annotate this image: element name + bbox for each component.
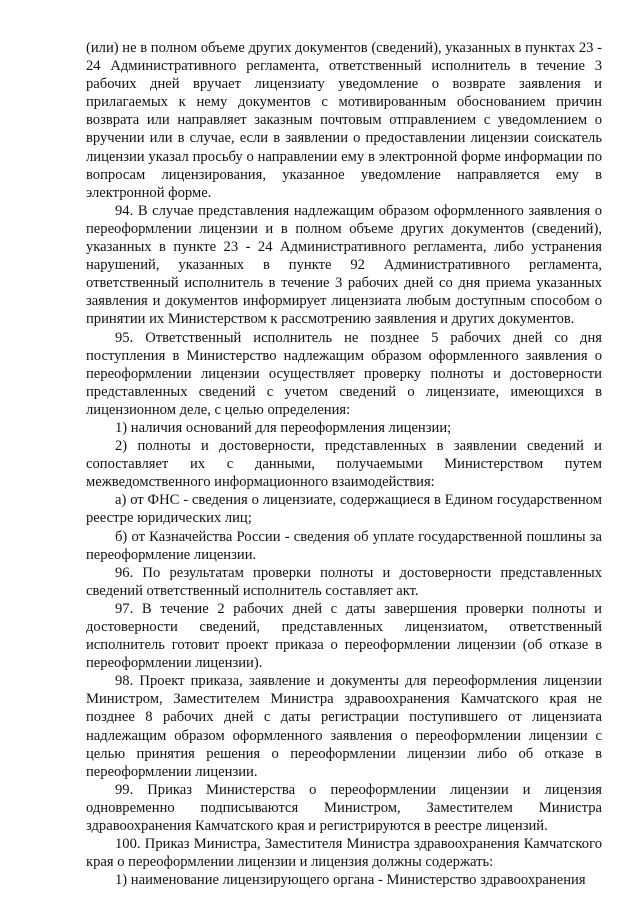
paragraph-95-item-1: 1) наличия оснований для переоформления лицензии;	[115, 419, 452, 436]
paragraph-95-item-a: а) от ФНС - сведения о лицензиате, содержащиеся в Едином государственном реестре юридических лиц;	[86, 492, 602, 527]
paragraph-94: 94. В случае представления надлежащим образом оформленного заявления о переоформлении лицензии и в полном объеме других документов (сведений), указанных в пункте 23 - 24 Административного регламента, либо устранения нарушений, указанных в пункте 92 Административного регламента, ответственный исполнитель в течение 3 рабочих дней со дня приема указанных заявления и документов информирует лицензиата любым доступным способом о принятии их Министерством к рассмотрению заявления и других документов.	[86, 202, 602, 328]
paragraph-continuation: (или) не в полном объеме других документов (сведений), указанных в пунктах 23 - 24 Административного регламента, ответственный исполнитель в течение 3 рабочих дней вручает лицензиату уведомление о возврате заявления и прилагаемых к нему документов с мотивированным обоснованием причин возврата или направляет заказным почтовым отправлением с уведомлением о вручении или в случае, если в заявлении о предоставлении лицензии соискатель лицензии указал просьбу о направлении ему в электронной форме информации по вопросам лицензирования, указанное уведомление направляется ему в электронной форме.	[86, 40, 602, 201]
paragraph-100-item-1: 1) наименование лицензирующего органа - Министерство здравоохранения	[115, 872, 586, 889]
paragraph-97: 97. В течение 2 рабочих дней с даты завершения проверки полноты и достоверности сведений, представленных лицензиатом, ответственный исполнитель готовит проект приказа о переоформлении лицензии (об отказе в переоформлении лицензии).	[86, 600, 602, 672]
paragraph-100: 100. Приказ Министра, Заместителя Министра здравоохранения Камчатского края о переоформлении лицензии и лицензия должны содержать:	[86, 836, 602, 871]
document-page	[86, 39, 602, 889]
paragraph-95-item-2: 2) полноты и достоверности, представленных в заявлении сведений и сопоставляет их с данными, получаемыми Министерством путем межведомственного информационного взаимодействия:	[86, 438, 602, 491]
paragraph-98: 98. Проект приказа, заявление и документы для переоформления лицензии Министром, Заместителем Министра здравоохранения Камчатского края не позднее 8 рабочих дней с даты регистрации поступившего от лицензиата надлежащим образом оформленного заявления о переоформлении лицензии с целью принятия решения о переоформлении лицензии либо об отказе в переоформлении лицензии.	[86, 673, 602, 780]
paragraph-95-item-b: б) от Казначейства России - сведения об уплате государственной пошлины за переоформление лицензии.	[86, 528, 602, 563]
paragraph-95: 95. Ответственный исполнитель не позднее 5 рабочих дней со дня поступления в Министерство надлежащим образом оформленного заявления о переоформлении лицензии осуществляет проверку полноты и достоверности представленных сведений с учетом сведений о лицензиате, имеющихся в лицензионном деле, с целью определения:	[86, 329, 602, 418]
paragraph-96: 96. По результатам проверки полноты и достоверности представленных сведений ответственный исполнитель составляет акт.	[86, 564, 602, 599]
paragraph-99: 99. Приказ Министерства о переоформлении лицензии и лицензия одновременно подписываются Министром, Заместителем Министра здравоохранения Камчатского края и регистрируются в реестре лицензий.	[86, 781, 602, 835]
